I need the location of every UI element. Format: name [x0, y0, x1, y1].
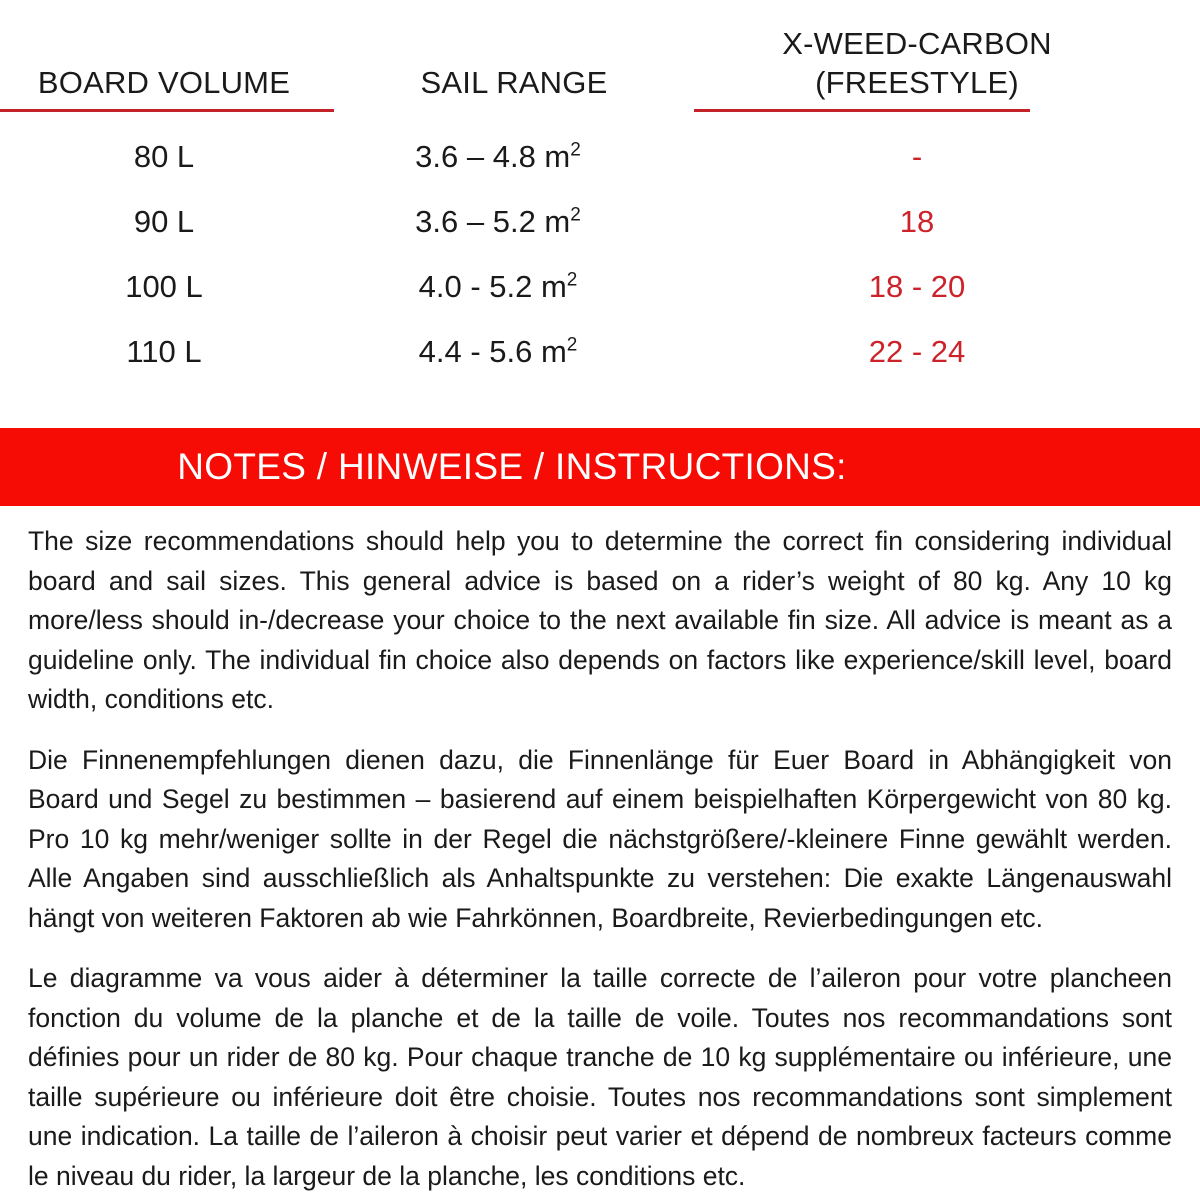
cell-sail-range: [334, 204, 696, 240]
cell-sail-range: [334, 139, 696, 175]
column-header-sail-range: [334, 63, 696, 112]
notes-paragraph-english: The size recommendations should help you to determine the correct fin considering individual board and sail sizes. This general advice is based on a rider’s weight of 80 kg. Any 10 kg more/less should in-/decrease your choice to the next available fin size. All advice is meant as a guideline only. The individual fin choice also depends on factors like experience/skill level, board width, conditions etc.: [28, 526, 1172, 714]
column-header-board-volume: [0, 63, 334, 112]
column-header-sail-range-label: SAIL RANGE: [420, 65, 608, 100]
column-header-x-weed-carbon: [696, 24, 1200, 112]
table-header-row: [0, 0, 1200, 112]
cell-sail-range: [334, 269, 696, 305]
notes-banner: [0, 428, 1200, 506]
column-header-x-weed-carbon-sublabel: (FREESTYLE): [815, 65, 1019, 100]
column-header-board-volume-label: BOARD VOLUME: [37, 65, 291, 100]
cell-sail-range-value: 3.6 – 5.2 m: [415, 203, 571, 239]
cell-sail-range: [334, 334, 696, 370]
notes-paragraph-german: Die Finnenempfehlungen dienen dazu, die Finnenlänge für Euer Board in Abhängigkeit von Board und Segel zu bestimmen – basierend auf einem beispielhaften Körpergewicht von 80 kg. Pro 10 kg mehr/weniger sollte in der Regel die nächstgrößere/-kleinere Finne gewählt werden. Alle Angaben sind ausschließlich als Anhaltspunkte zu verstehen: Die exakte Längenauswahl hängt von weiteren Faktoren ab wie Fahrkönnen, Boardbreite, Revierbedingungen etc.: [28, 744, 1172, 933]
table-row: [0, 124, 1200, 189]
table-body: [0, 112, 1200, 384]
table-row: [0, 254, 1200, 319]
cell-sail-range-value: 4.0 - 5.2 m: [418, 268, 567, 304]
cell-sail-range-superscript: 2: [570, 204, 581, 226]
cell-sail-range-superscript: 2: [566, 269, 578, 291]
cell-fin-size: 22 - 24: [868, 333, 966, 369]
table-row: [0, 189, 1200, 254]
cell-board-volume: 110 L: [126, 333, 202, 369]
column-divider-rule-1: [0, 109, 334, 112]
cell-fin-size: 18 - 20: [868, 268, 966, 304]
table-row: [0, 319, 1200, 384]
cell-board-volume: 90 L: [133, 203, 195, 239]
notes-body: [0, 522, 1200, 1196]
fin-size-table: [0, 0, 1200, 384]
cell-sail-range-superscript: 2: [566, 334, 578, 356]
cell-sail-range-superscript: 2: [570, 139, 581, 161]
cell-fin-size: 18: [899, 203, 935, 239]
notes-banner-title: NOTES / HINWEISE / INSTRUCTIONS:: [177, 446, 847, 487]
notes-paragraph-french: Le diagramme va vous aider à déterminer la taille correcte de l’aileron pour votre plancheen fonction du volume de la planche et de la taille de voile. Toutes nos recommandations sont définies pour un rider de 80 kg. Pour chaque tranche de 10 kg supplémentaire ou inférieure, une taille supérieure ou inférieure doit être choisie. Toutes nos recommandations sont simplement une indication. La taille de l’aileron à choisir peut varier et dépend de nombreux facteurs comme le niveau du rider, la largeur de la planche, les conditions etc.: [28, 963, 1172, 1191]
column-header-x-weed-carbon-label: X-WEED-CARBON: [782, 26, 1052, 61]
cell-board-volume: 80 L: [133, 138, 195, 174]
cell-fin-size: -: [911, 138, 923, 174]
cell-board-volume: 100 L: [125, 268, 203, 304]
cell-sail-range-value: 4.4 - 5.6 m: [418, 333, 567, 369]
cell-sail-range-value: 3.6 – 4.8 m: [415, 138, 571, 174]
